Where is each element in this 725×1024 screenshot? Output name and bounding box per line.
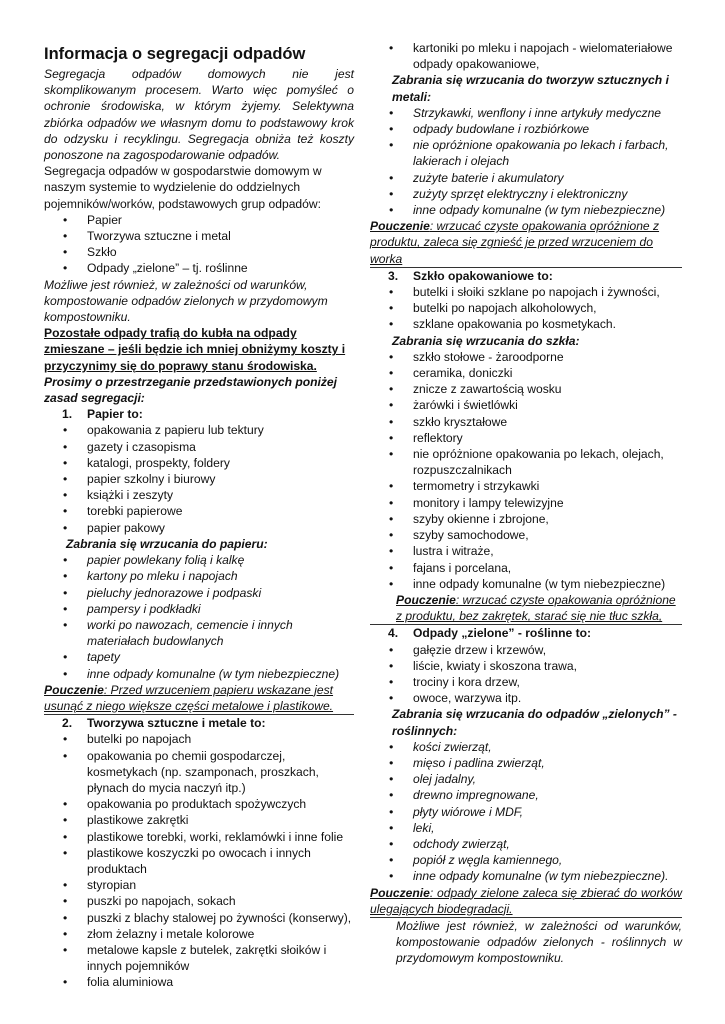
final-compost-note: Możliwe jest również, w zależności od warunków, kompostowanie odpadów zielonych - roślinnych w przydomowym kompostowniku. bbox=[396, 918, 682, 966]
list-item: • fajans i porcelana, bbox=[370, 560, 682, 576]
list-item: • opakowania po chemii gospodarczej, kosmetykach (np. szamponach, proszkach, płynach do mycia naczyń itp.) bbox=[44, 748, 354, 797]
mixed-waste-note: Pozostałe odpady trafią do kubła na odpady zmieszane – jeśli będzie ich mniej obniżymy koszty i przyczynimy się do poprawy stanu środowiska. bbox=[44, 326, 346, 373]
list-item: • plastikowe zakrętki bbox=[44, 812, 354, 828]
list-item: • szyby samochodowe, bbox=[370, 527, 682, 543]
left-column bbox=[44, 40, 354, 991]
list-item: • książki i zeszyty bbox=[44, 487, 354, 503]
list-item: • tapety bbox=[44, 649, 354, 665]
list-item: • Odpady „zielone” – tj. roślinne bbox=[44, 260, 354, 276]
list-item: • pampersy i podkładki bbox=[44, 601, 354, 617]
paper-forbidden bbox=[44, 552, 354, 682]
list-item: • owoce, warzywa itp. bbox=[370, 690, 682, 706]
intro-italic: Segregacja odpadów domowych nie jest skomplikowanym procesem. Warto więc pomyśleć o ochronie środowiska, w którym żyjemy. Selektywna zbiórka odpadów we własnym domu to podstawowy krok do odzysku i recyklingu. Segregacja obniża też koszty ponoszone na zagospodarowanie odpadów. bbox=[44, 67, 354, 163]
list-item: • Szkło bbox=[44, 244, 354, 260]
list-item: • butelki po napojach bbox=[44, 731, 354, 747]
list-item: • puszki z blachy stalowej po żywności (konserwy), bbox=[44, 910, 354, 926]
section-heading-green: 4. Odpady „zielone” - roślinne to: bbox=[388, 626, 592, 641]
list-item: • metalowe kapsle z butelek, zakrętki słoików i innych pojemników bbox=[44, 942, 354, 974]
list-item: • plastikowe koszyczki po owocach i innych produktach bbox=[44, 845, 354, 877]
list-item: • Strzykawki, wenflony i inne artykuły medyczne bbox=[370, 105, 682, 121]
list-item: • papier powlekany folią i kalkę bbox=[44, 552, 354, 568]
list-item: • złom żelazny i metale kolorowe bbox=[44, 926, 354, 942]
green-forbidden bbox=[370, 739, 682, 885]
list-item: • reflektory bbox=[370, 430, 682, 446]
list-item: • papier pakowy bbox=[44, 520, 354, 536]
section-heading-plastic: 2. Tworzywa sztuczne i metale to: bbox=[62, 716, 266, 731]
list-item: • inne odpady komunalne (w tym niebezpieczne) bbox=[370, 576, 682, 592]
list-item: • szkło kryształowe bbox=[370, 414, 682, 430]
plastic-forbidden bbox=[370, 105, 682, 218]
list-item: • szklane opakowania po kosmetykach. bbox=[370, 316, 682, 332]
list-item: • worki po nawozach, cemencie i innych materiałach budowlanych bbox=[44, 617, 354, 649]
glass-items bbox=[370, 284, 682, 333]
list-item: • torebki papierowe bbox=[44, 503, 354, 519]
list-item: • nie opróżnione opakowania po lekach i farbach, lakierach i olejach bbox=[370, 137, 682, 169]
list-item: • gazety i czasopisma bbox=[44, 439, 354, 455]
compost-note: Możliwe jest również, w zależności od warunków, kompostowanie odpadów zielonych w przydomowym kompostowniku. bbox=[44, 277, 328, 325]
list-item: • Papier bbox=[44, 212, 354, 228]
section-heading-paper: 1. Papier to: bbox=[62, 407, 143, 422]
list-item: • zużyte baterie i akumulatory bbox=[370, 170, 682, 186]
forbidden-heading-glass: Zabrania się wrzucania do szkła: bbox=[392, 333, 580, 348]
right-column bbox=[370, 40, 682, 967]
lesson-glass: Pouczenie: wrzucać czyste opakowania opróżnione z produktu, bez zakrętek, starać się nie tłuc szkła, bbox=[370, 592, 682, 625]
list-item: • papier szkolny i biurowy bbox=[44, 471, 354, 487]
list-item: • liście, kwiaty i skoszona trawa, bbox=[370, 658, 682, 674]
list-item: • trociny i kora drzew, bbox=[370, 674, 682, 690]
list-item: • butelki i słoiki szklane po napojach i żywności, bbox=[370, 284, 682, 300]
lesson-green: Pouczenie: odpady zielone zaleca się zbierać do worków ulegających biodegradacji. bbox=[370, 885, 682, 918]
list-item: • inne odpady komunalne (w tym niebezpieczne) bbox=[44, 666, 354, 682]
page-title: Informacja o segregacji odpadów bbox=[44, 45, 306, 63]
plastic-items-continued bbox=[370, 40, 682, 72]
list-item: • kości zwierząt, bbox=[370, 739, 682, 755]
plastic-items bbox=[44, 731, 354, 990]
green-items bbox=[370, 642, 682, 707]
list-item: • plastikowe torebki, worki, reklamówki i inne folie bbox=[44, 829, 354, 845]
list-item: • popiół z węgla kamiennego, bbox=[370, 852, 682, 868]
lesson-plastic: Pouczenie: wrzucać czyste opakowania opróżnione z produktu, zaleca się zgnieść je przed wrzuceniem do worka bbox=[370, 218, 682, 268]
list-item: • butelki po napojach alkoholowych, bbox=[370, 300, 682, 316]
list-item: • odpady budowlane i rozbiórkowe bbox=[370, 121, 682, 137]
list-item: • znicze z zawartością wosku bbox=[370, 381, 682, 397]
forbidden-heading-paper: Zabrania się wrzucania do papieru: bbox=[66, 536, 268, 551]
intro-plain: Segregacja odpadów w gospodarstwie domowym w naszym systemie to wydzielenie do oddzielnych pojemników/worków, podstawowych grup odpadów: bbox=[44, 164, 322, 211]
list-item: • kartoniki po mleku i napojach - wielomateriałowe odpady opakowaniowe, bbox=[370, 40, 682, 72]
lesson-paper: Pouczenie: Przed wrzuceniem papieru wskazane jest usunąć z niego większe części metalowe i plastikowe. bbox=[44, 682, 354, 715]
list-item: • płyty wiórowe i MDF, bbox=[370, 804, 682, 820]
list-item: • szkło stołowe - żaroodporne bbox=[370, 349, 682, 365]
list-item: • kartony po mleku i napojach bbox=[44, 568, 354, 584]
list-item: • styropian bbox=[44, 877, 354, 893]
glass-forbidden bbox=[370, 349, 682, 592]
list-item: • lustra i witraże, bbox=[370, 543, 682, 559]
section-heading-glass: 3. Szkło opakowaniowe to: bbox=[388, 268, 553, 283]
forbidden-heading-plastic: Zabrania się wrzucania do tworzyw sztucznych i metali: bbox=[392, 73, 669, 104]
forbidden-heading-green: Zabrania się wrzucania do odpadów „zielonych” - roślinnych: bbox=[392, 707, 677, 738]
list-item: • opakowania po produktach spożywczych bbox=[44, 796, 354, 812]
list-item: • nie opróżnione opakowania po lekach, olejach, rozpuszczalnikach bbox=[370, 446, 682, 478]
list-item: • drewno impregnowane, bbox=[370, 787, 682, 803]
list-item: • inne odpady komunalne (w tym niebezpieczne) bbox=[370, 202, 682, 218]
list-item: • pieluchy jednorazowe i podpaski bbox=[44, 585, 354, 601]
list-item: • termometry i strzykawki bbox=[370, 478, 682, 494]
paper-items bbox=[44, 422, 354, 535]
list-item: • katalogi, prospekty, foldery bbox=[44, 455, 354, 471]
list-item: • szyby okienne i zbrojone, bbox=[370, 511, 682, 527]
list-item: • odchody zwierząt, bbox=[370, 836, 682, 852]
list-item: • inne odpady komunalne (w tym niebezpieczne). bbox=[370, 868, 682, 884]
request-note: Prosimy o przestrzeganie przedstawionych poniżej zasad segregacji: bbox=[44, 374, 338, 406]
group-list bbox=[44, 212, 354, 277]
list-item: • leki, bbox=[370, 820, 682, 836]
list-item: • żarówki i świetlówki bbox=[370, 397, 682, 413]
list-item: • Tworzywa sztuczne i metal bbox=[44, 228, 354, 244]
list-item: • opakowania z papieru lub tektury bbox=[44, 422, 354, 438]
list-item: • folia aluminiowa bbox=[44, 974, 354, 990]
list-item: • ceramika, doniczki bbox=[370, 365, 682, 381]
list-item: • puszki po napojach, sokach bbox=[44, 893, 354, 909]
list-item: • mięso i padlina zwierząt, bbox=[370, 755, 682, 771]
list-item: • zużyty sprzęt elektryczny i elektroniczny bbox=[370, 186, 682, 202]
list-item: • olej jadalny, bbox=[370, 771, 682, 787]
list-item: • monitory i lampy telewizyjne bbox=[370, 495, 682, 511]
list-item: • gałęzie drzew i krzewów, bbox=[370, 642, 682, 658]
